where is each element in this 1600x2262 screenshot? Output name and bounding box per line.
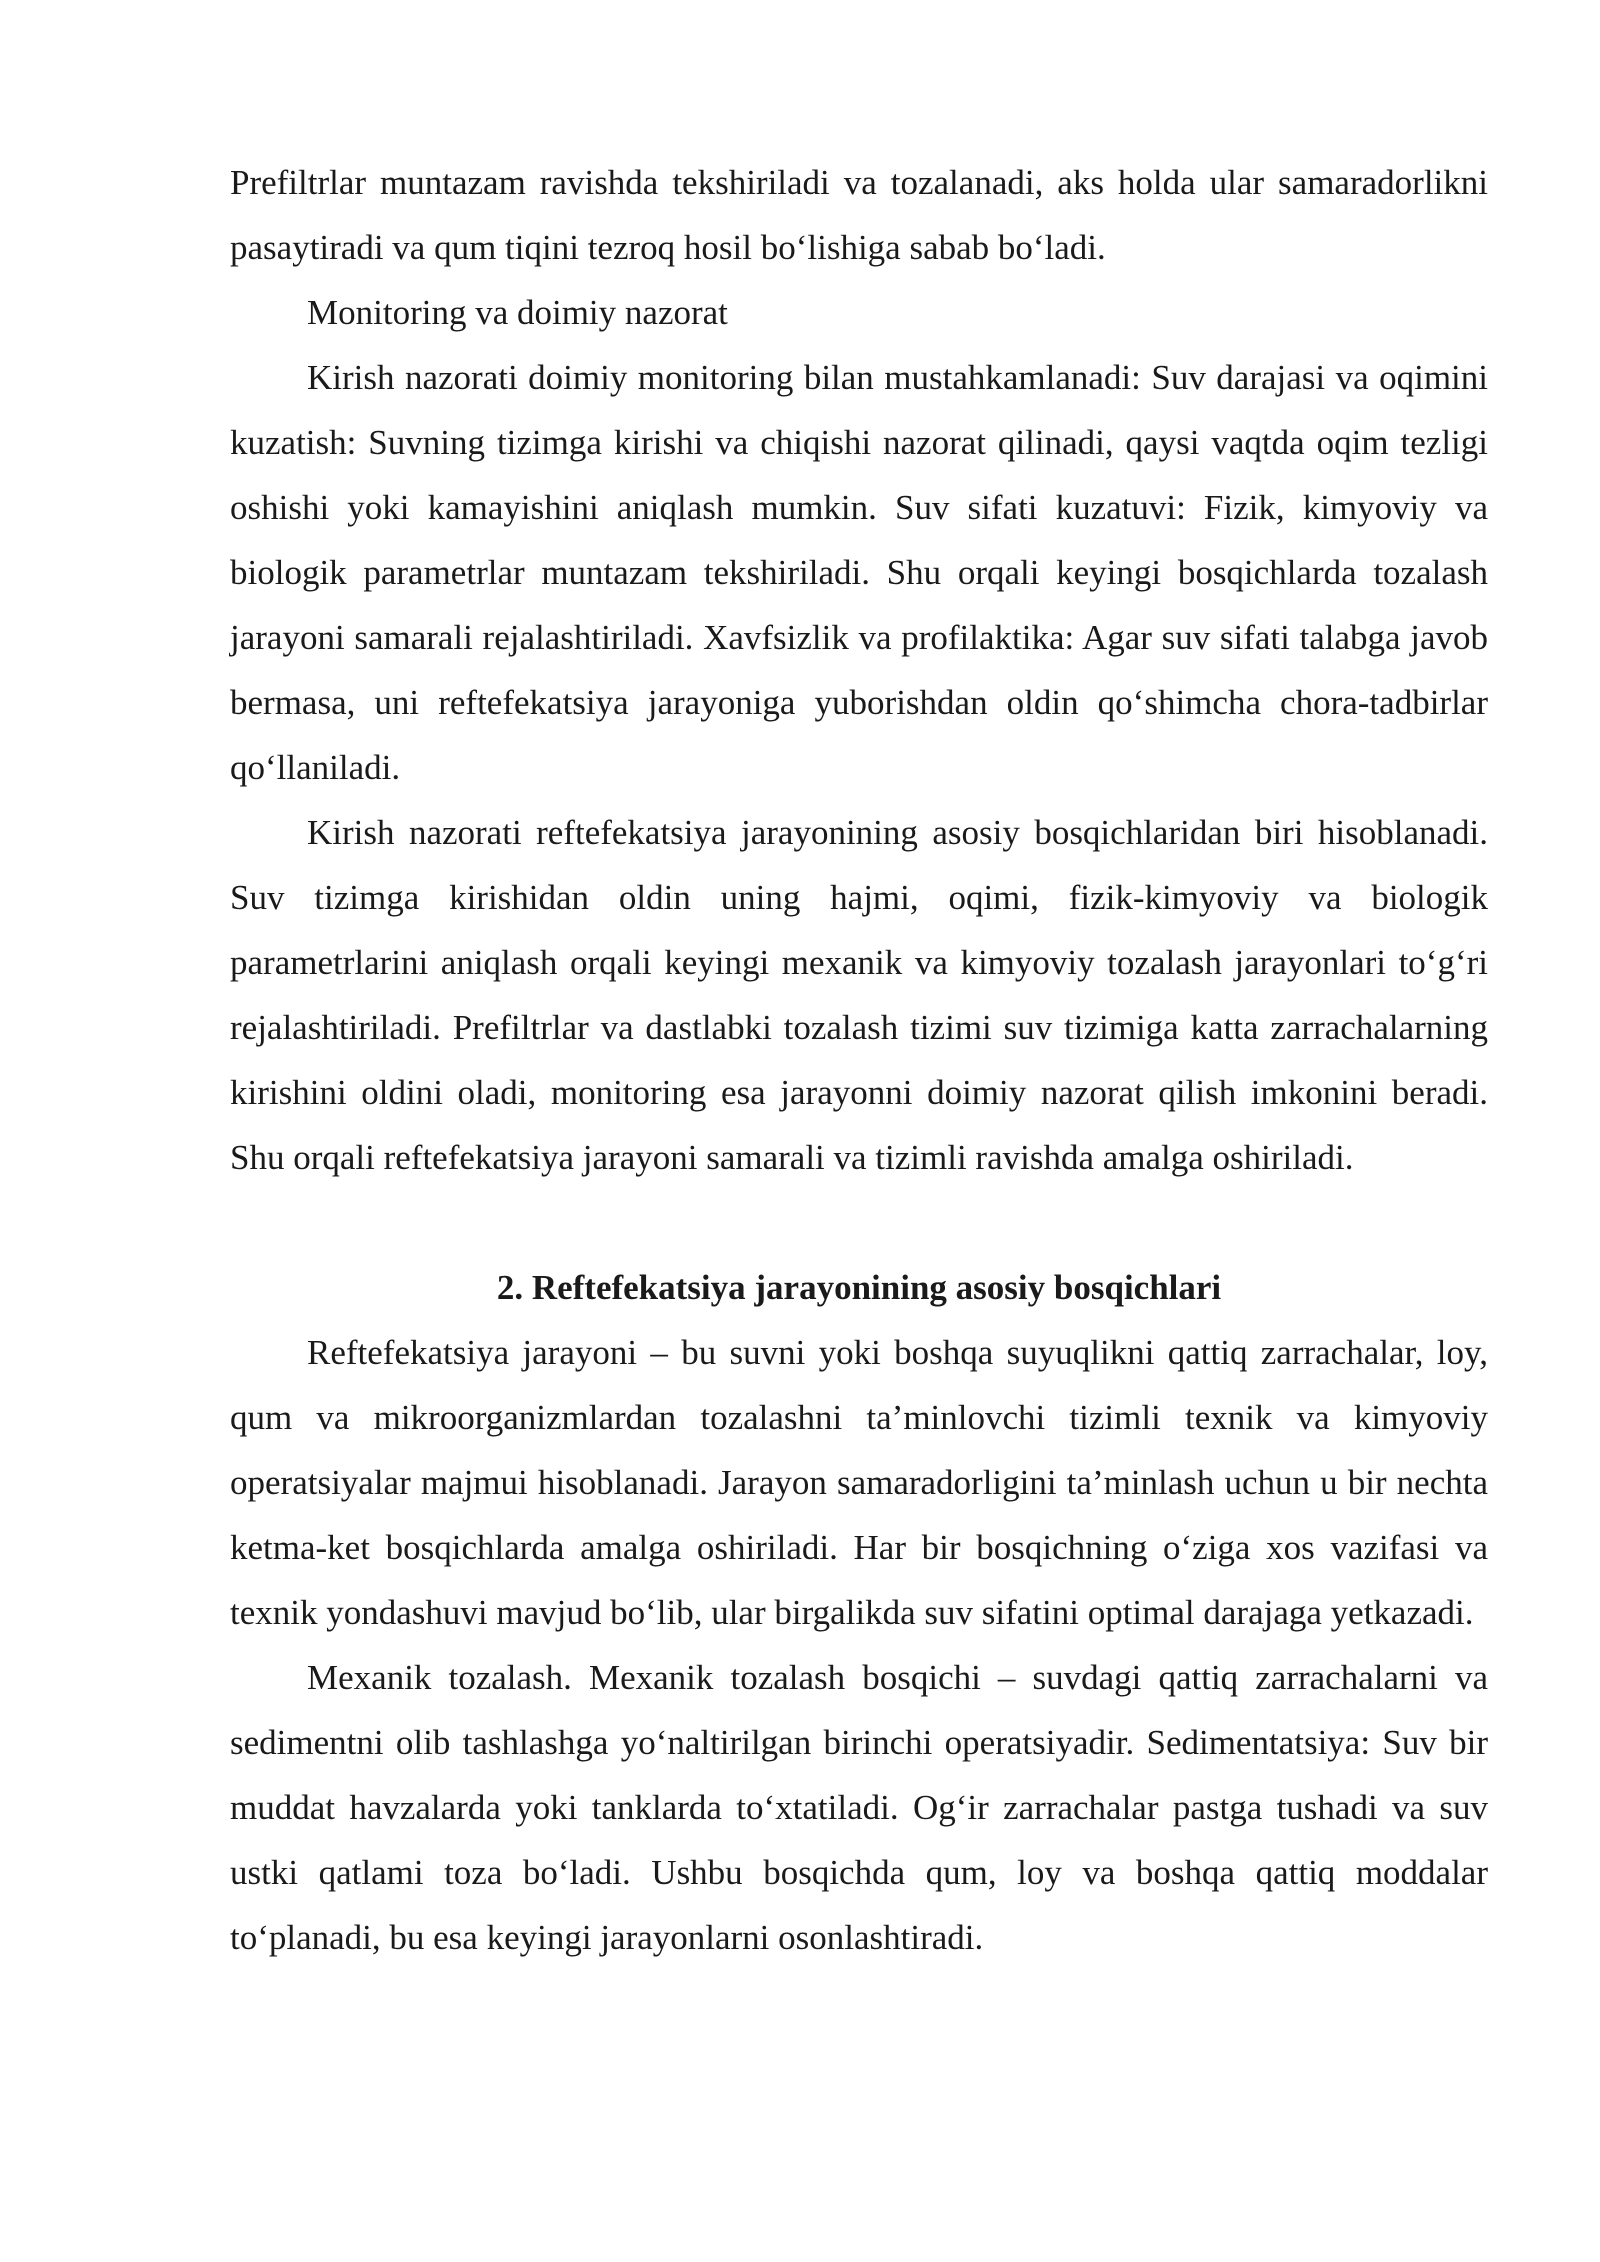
document-page bbox=[230, 150, 1488, 1970]
paragraph-monitoring: Kirish nazorati doimiy monitoring bilan mustahkamlanadi: Suv darajasi va oqimini kuzatish: Suvning tizimga kirishi va chiqishi nazorat qilinadi, qaysi vaqtda oqim tezligi oshishi yoki kamayishini aniqlash mumkin. Suv sifati kuzatuvi: Fizik, kimyoviy va biologik parametrlar muntazam tekshiriladi. Shu orqali keyingi bosqichlarda tozalash jarayoni samarali rejalashtiriladi. Xavfsizlik va profilaktika: Agar suv sifati talabga javob bermasa, uni reftefekatsiya jarayoniga yuborishdan oldin qo‘shimcha chora-tadbirlar qo‘llaniladi. bbox=[230, 358, 1488, 787]
section-title: 2. Reftefekatsiya jarayonining asosiy bosqichlari bbox=[496, 1268, 1222, 1307]
paragraph-summary: Kirish nazorati reftefekatsiya jarayonining asosiy bosqichlaridan biri hisoblanadi. Suv tizimga kirishidan oldin uning hajmi, oqimi, fizik-kimyoviy va biologik parametrlarini aniqlash orqali keyingi mexanik va kimyoviy tozalash jarayonlari to‘g‘ri rejalashtiriladi. Prefiltrlar va dastlabki tozalash tizimi suv tizimiga katta zarrachalarning kirishini oldini oladi, monitoring esa jarayonni doimiy nazorat qilish imkonini beradi. Shu orqali reftefekatsiya jarayoni samarali va tizimli ravishda amalga oshiriladi. bbox=[230, 813, 1488, 1177]
subheading-monitoring: Monitoring va doimiy nazorat bbox=[307, 293, 728, 332]
paragraph-mechanical: Mexanik tozalash. Mexanik tozalash bosqichi – suvdagi qattiq zarrachalarni va sedimentni olib tashlashga yo‘naltirilgan birinchi operatsiyadir. Sedimentatsiya: Suv bir muddat havzalarda yoki tanklarda to‘xtatiladi. Og‘ir zarrachalar pastga tushadi va suv ustki qatlami toza bo‘ladi. Ushbu bosqichda qum, loy va boshqa qattiq moddalar to‘planadi, bu esa keyingi jarayonlarni osonlashtiradi. bbox=[230, 1658, 1488, 1957]
paragraph-intro: Reftefekatsiya jarayoni – bu suvni yoki boshqa suyuqlikni qattiq zarrachalar, loy, qum va mikroorganizmlardan tozalashni ta’minlovchi tizimli texnik va kimyoviy operatsiyalar majmui hisoblanadi. Jarayon samaradorligini ta’minlash uchun u bir nechta ketma-ket bosqichlarda amalga oshiriladi. Har bir bosqichning o‘ziga xos vazifasi va texnik yondashuvi mavjud bo‘lib, ular birgalikda suv sifatini optimal darajaga yetkazadi. bbox=[230, 1333, 1488, 1632]
paragraph-prefilter-continuation: Prefiltrlar muntazam ravishda tekshiriladi va tozalanadi, aks holda ular samaradorlikni pasaytiradi va qum tiqini tezroq hosil bo‘lishiga sabab bo‘ladi. bbox=[230, 163, 1488, 267]
